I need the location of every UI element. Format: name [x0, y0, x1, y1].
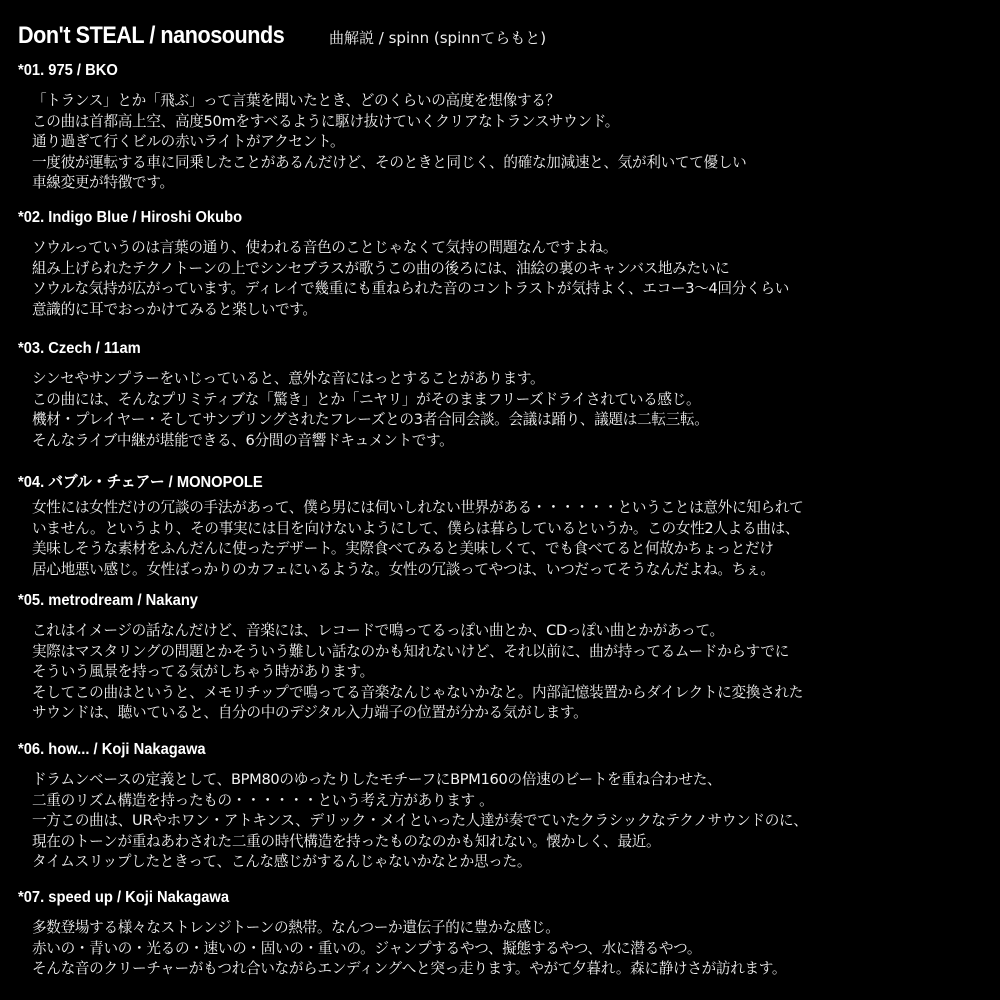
description-line: 機材・プレイヤー・そしてサンプリングされたフレーズとの3者合同会談。会議は踊り、議題は二転三転。 [32, 411, 709, 429]
description-line: ドラムンベースの定義として、BPM80のゆったりしたモチーフにBPM160の倍速のビートを重ね合わせた、 [32, 771, 722, 788]
description-line: タイムスリップしたときって、こんな感じがするんじゃないかなとか思った。 [32, 853, 532, 871]
description-line: いません。というより、その事実には目を向けないようにして、僕らは暮らしているというか。この女性2人よる曲は、 [32, 519, 800, 537]
track-description [32, 918, 992, 980]
description-line: 通り過ぎて行くビルの赤いライトがアクセント。 [32, 133, 345, 151]
description-line: 居心地悪い感じ。女性ばっかりのカフェにいるような。女性の冗談ってやつは、いつだってそうなんだよね。ちぇ。 [32, 560, 775, 578]
track-description [32, 91, 992, 194]
page-title: Don't STEAL / nanosounds [18, 22, 285, 49]
description-line: 意識的に耳でおっかけてみると楽しいです。 [32, 300, 317, 318]
description-line: サウンドは、聴いていると、自分の中のデジタル入力端子の位置が分かる気がします。 [32, 704, 588, 722]
description-line: シンセやサンプラーをいじっていると、意外な音にはっとすることがあります。 [32, 370, 545, 387]
description-line: 現在のトーンが重ねあわされた二重の時代構造を持ったものなのかも知れない。懐かしく、最近。 [32, 832, 661, 850]
description-line: 実際はマスタリングの問題とかそういう難しい話なのかも知れないけど、それ以前に、曲が持ってるムードからすでに [32, 642, 789, 660]
description-line: そんな音のクリーチャーがもつれ合いながらエンディングへと突っ走ります。やがて夕暮れ。森に静けさが訪れます。 [32, 960, 787, 978]
page-subtitle: 曲解説 / spinn (spinnてらもと) [329, 29, 547, 47]
track-description [32, 369, 992, 451]
description-line: 赤いの・青いの・光るの・速いの・固いの・重いの。ジャンプするやつ、擬態するやつ、水に潜るやつ。 [32, 939, 702, 957]
description-line: そんなライブ中継が堪能できる、6分間の音響ドキュメントです。 [32, 431, 454, 449]
description-line: 一度彼が運転する車に同乗したことがあるんだけど、そのときと同じく、的確な加減速と、気が利いてて優しい [32, 153, 747, 171]
description-line: 「トランス」とか「飛ぶ」って言葉を聞いたとき、どのくらいの高度を想像する？ [32, 92, 560, 109]
track-title: *01. 975 / BKO [18, 62, 118, 79]
page-header [18, 22, 546, 50]
description-line: ソウルっていうのは言葉の通り、使われる音色のことじゃなくて気持の問題なんですよね。 [32, 239, 618, 256]
track-title: *03. Czech / 11am [18, 340, 141, 357]
track-title: *07. speed up / Koji Nakagawa [18, 889, 230, 906]
track-description [32, 621, 992, 724]
description-line: 多数登場する様々なストレンジトーンの熱帯。なんつーか遺伝子的に豊かな感じ。 [32, 919, 560, 936]
track-description [32, 770, 992, 873]
description-line: これはイメージの話なんだけど、音楽には、レコードで鳴ってるっぽい曲とか、CDっぽい曲とかがあって。 [32, 622, 724, 639]
track-description [32, 498, 992, 580]
track-description [32, 238, 992, 320]
description-line: 車線変更が特徴です。 [32, 174, 174, 192]
track-title: *06. how... / Koji Nakagawa [18, 741, 206, 758]
description-line: 一方この曲は、URやホワン・アトキンス、デリック・メイといった人達が奏でていたクラシックなテクノサウンドのに、 [32, 812, 808, 830]
track-title: *04. バブル・チェアー / MONOPOLE [18, 474, 263, 491]
description-line: ソウルな気持が広がっています。ディレイで幾重にも重ねられた音のコントラストが気持よく、エコー3～4回分くらい [32, 280, 790, 298]
description-line: この曲は首都高上空、高度50mをすべるように駆け抜けていくクリアなトランスサウンド。 [32, 112, 620, 130]
description-line: そういう風景を持ってる気がしちゃう時があります。 [32, 663, 374, 681]
description-line: 女性には女性だけの冗談の手法があって、僕ら男には伺いしれない世界がある・・・・・・ということは意外に知られて [32, 499, 804, 516]
description-line: 組み上げられたテクノトーンの上でシンセブラスが歌うこの曲の後ろには、油絵の裏のキャンバス地みたいに [32, 259, 730, 277]
track-title: *05. metrodream / Nakany [18, 592, 199, 609]
description-line: この曲には、そんなプリミティブな「驚き」とか「ニヤリ」がそのままフリーズドライされている感じ。 [32, 390, 701, 408]
track-title: *02. Indigo Blue / Hiroshi Okubo [18, 209, 243, 226]
description-line: 二重のリズム構造を持ったもの・・・・・・という考え方があります 。 [32, 791, 494, 809]
description-line: そしてこの曲はというと、メモリチップで鳴ってる音楽なんじゃないかなと。内部記憶装置からダイレクトに変換された [32, 683, 803, 701]
description-line: 美味しそうな素材をふんだんに使ったデザート。実際食べてみると美味しくて、でも食べてると何故かちょっとだけ [32, 540, 774, 558]
